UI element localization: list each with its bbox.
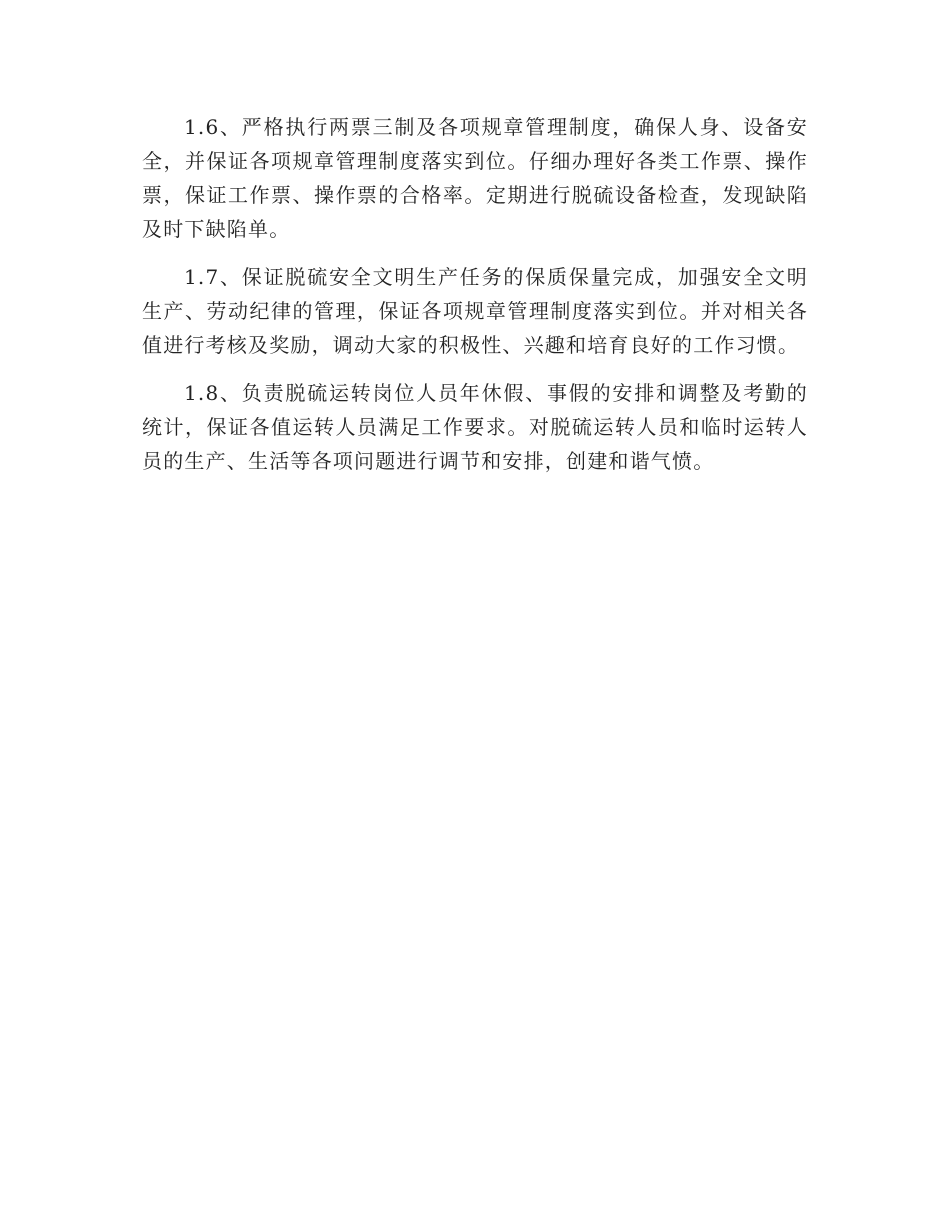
paragraph-1-7: 1.7、保证脱硫安全文明生产任务的保质保量完成，加强安全文明生产、劳动纪律的管理，保证各项规章管理制度落实到位。并对相关各值进行考核及奖励，调动大家的积极性、兴趣和培育良好的工作习惯。 xyxy=(142,265,808,357)
paragraph-1-6: 1.6、严格执行两票三制及各项规章管理制度，确保人身、设备安全，并保证各项规章管理制度落实到位。仔细办理好各类工作票、操作票，保证工作票、操作票的合格率。定期进行脱硫设备检查，发现缺陷及时下缺陷单。 xyxy=(142,115,808,241)
paragraph-1-8: 1.8、负责脱硫运转岗位人员年休假、事假的安排和调整及考勤的统计，保证各值运转人员满足工作要求。对脱硫运转人员和临时运转人员的生产、生活等各项问题进行调节和安排，创建和谐气愤。 xyxy=(142,381,808,473)
document-body xyxy=(142,110,808,492)
